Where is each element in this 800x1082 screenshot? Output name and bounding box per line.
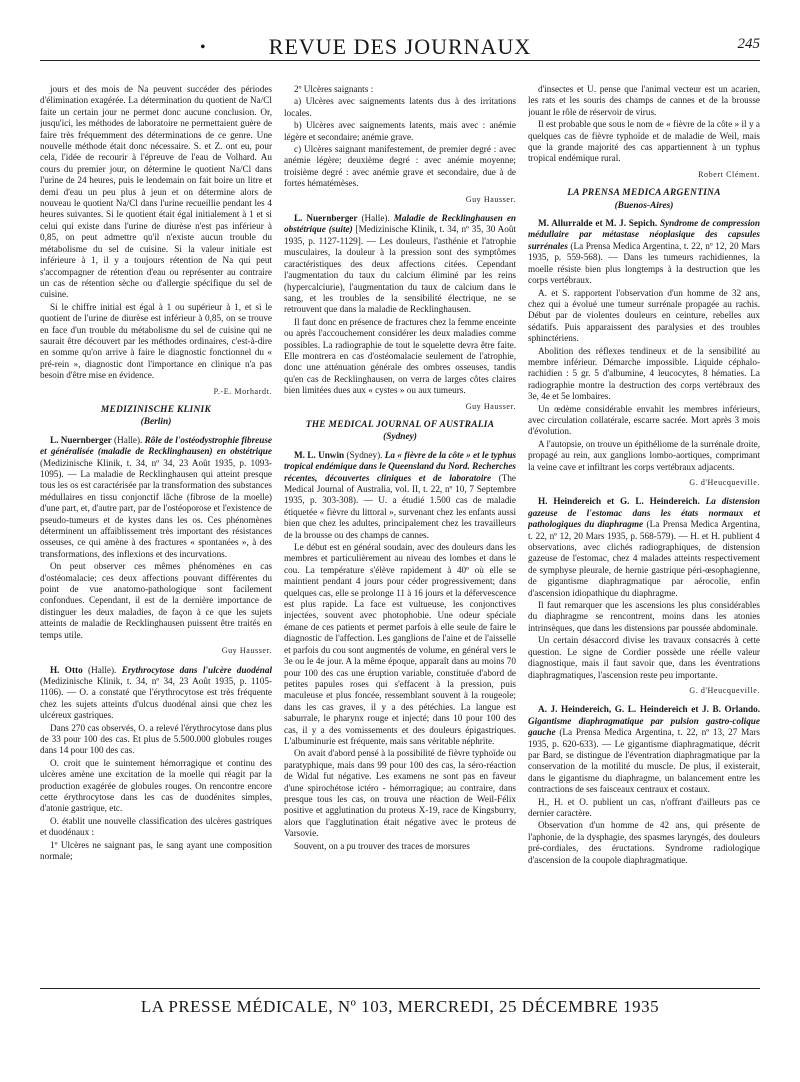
entry-author: L. Nuernberger [294,213,358,224]
page-footer [40,988,760,1016]
paragraph: Il est probable que sous le nom de « fièvre de la côte » il y a quelques cas de fièvre typhoïde et de maladie de Weil, mais que la grande majorité des cas appartiennent à un typhus tropical endémique rural. [528,119,760,164]
running-title: REVUE DES JOURNAUX [268,34,532,59]
paragraph: Souvent, on a pu trouver des traces de morsures [294,840,470,851]
signature: G. d'Heucqueville. [689,478,760,487]
paragraph: A l'autopsie, on trouve un épithéliome de la surrénale droite, propagé au rein, aux ganglions lombo-aortiques, comprimant la veine cave et infiltrant les corps vertébraux adjacents. [528,438,760,472]
abstract-entry [40,435,272,560]
entry-author: A. J. Heindereich, G. L. Heindereich et J. B. Orlando. [538,704,760,715]
entry-title: Syndrome de compression médullaire par métastase néoplasique des capsules surrénales [528,218,760,251]
abstract-entry [528,218,760,286]
entry-author: H. Heindereich et G. L. Heindereich. [538,496,700,507]
paragraph: O. établit une nouvelle classification des ulcères gastriques et duodénaux : [40,815,272,838]
entry-city: (Halle). [82,664,122,675]
paragraph: jours et des mois de Na peuvent succéder des périodes d'élimination exagérée. La détermination du quotient de Na/Cl faite un certain jour ne permet donc aucune conclusion. Or, jusqu'ici, les méthodes de laboratoire ne permettaient guère de faire très fréquemment des déterminations de ce genre. Une nouvelle méthode était donc nécessaire. S. et Z. ont eu, pour cela, l'idée de recourir à l'épreuve de l'eau de Volhard. Au cours du premier jour, on détermine le quotient Na/Cl dans l'urine de 24 heures, puis le lendemain on fait boire un litre et demi d'eau un peu plus à jeun et on détermine alors de nouveau le quotient Na/Cl dans l'urine recueillie pendant les 4 heures suivantes. Si le quotient était égal initialement à 1 et si celui qui existe dans l'urine de diurèse n'est pas inférieur à 0,85, on peut admettre qu'il n'existe aucun trouble du métabolisme du sel de cuisine. Si la valeur initiale est inférieure à 1, il y a toujours rétention de Na qui peut s'accompagner de rétention d'eau ou représenter au contraire un cas de rétention sèche ou d'allergie spécifique du sel de cuisine. [40,84,272,300]
signature: Guy Hausser. [221,646,272,656]
paragraph: Dans 270 cas observés, O. a relevé l'érythrocytose dans plus de 33 pour 100 des cas. Et plus de 5.500.000 globules rouges dans 14 pour 100 des cas. [40,722,272,756]
journal-section-title: MEDIZINISCHE KLINIK [100,404,212,415]
entry-city: (Sydney). [344,449,385,460]
entry-text: (Medizinische Klinik, t. 34, nº 34, 23 Août 1935, p. 1105-1106). — O. a constaté que l'érythrocytose est très fréquente chez les sujets atteints d'ulcus duodénal ainsi que chez les ulcéreux gastriques. [40,675,272,721]
text-columns [40,84,760,974]
paragraph: 1º Ulcères ne saignant pas, le sang ayant une composition normale; [40,839,272,861]
entry-author: M. L. Unwin [294,449,345,460]
entry-author: M. Allurralde et M. J. Sepich. [538,218,658,229]
journal-section-city: (Buenos-Aires) [614,200,674,211]
journal-section-city: (Berlin) [140,417,172,428]
journal-section-title: LA PRENSA MEDICA ARGENTINA [567,188,721,199]
footer-publication-line: LA PRESSE MÉDICALE, Nº 103, MERCREDI, 25 DÉCEMBRE 1935 [140,997,660,1016]
entry-text: (La Prensa Medica Argentina, t. 22, nº 12, 20 Mars 1935, p. 568-579). — H. et H. publient 4 observations, avec clichés radiographiques, de distension gazeuse de l'estomac, chez 4 malades atteints respectivement de symphyse pleurale, de hernie gastrique péri-œsophagienne, de gigantisme diaphragmatique par aérocolie, enfin d'ascension idiopathique du diaphragme. [528,519,760,598]
signature: Guy Hausser. [465,194,516,204]
paragraph: 2º Ulcères saignants : [294,84,374,94]
paragraph: Abolition des réflexes tendineux et de la sensibilité au membre inférieur. Démarche impossible. Liquide céphalo-rachidien : 5 gr. 5 d'albumine, 4 leucocytes, 8 hématies. La radiographie montre la destruction des corps vertébraux des 3e, 4e et 5e lombaires. [528,345,760,402]
header-dot: • [200,39,206,56]
entry-title: Erythrocytose dans l'ulcère duodénal [121,664,272,675]
column-2 [284,84,516,974]
paragraph: c) Ulcères saignant manifestement, de premier degré : avec anémie légère; deuxième degré : avec anémie moyenne; troisième degré : avec anémie grave et secondaire, due à de fortes hématémèses. [284,144,516,189]
entry-title: Rôle de l'ostéodystrophie fibreuse et généralisée (maladie de Recklinghausen) en obstétrique [40,434,272,457]
paragraph: Il faut donc en présence de fractures chez la femme enceinte ou après l'accouchement considérer les deux maladies comme possibles. La radiographie de tout le squelette devra être faite. Elle montrera en cas d'ostéomalacie seulement de l'atrophie, donc une atténuation générale des ombres osseuses, tandis qu'en cas de Recklinghausen, on verra de larges côtes claires bien limitées dues aux « cystes » ou aux tumeurs. [284,316,516,396]
signature: P.-E. Morhardt. [213,386,272,396]
abstract-entry [284,450,516,541]
journal-section-city: (Sydney) [383,432,417,443]
paragraph: Un œdème considérable envahit les membres inférieurs, avec circulation collatérale, escarre sacrée. Mort après 3 mois d'évolution. [528,403,760,437]
abstract-entry [40,665,272,722]
paragraph: Observation d'un homme de 42 ans, qui présente de l'aphonie, de la dysphagie, des spasmes laryngés, des douleurs pré-cordiales, des éructations. Syndrome radiologique d'ascension de la coupole diaphragmatique. [528,820,760,865]
entry-title: Maladie de Recklinghausen en obstétrique (suite) [284,213,516,235]
page-number: 245 [737,36,760,52]
paragraph: On avait d'abord pensé à la possibilité de fièvre typhoïde ou paratyphique, mais dans 99 pour 100 des cas, la séro-réaction de Widal fut négative. Les examens ne sont pas en faveur d'une spirochétose ictéro - hémorragique; au contraire, dans presque tous les cas, on trouva une réaction de Weil-Félix positive et agglutination du proteus X-19, race de Kingsburry, alors que l'agglutination était négative avec le proteus de Varsovie. [284,748,516,839]
entry-text: (The Medical Journal of Australia, vol. II, t. 22, nº 10, 7 Septembre 1935, p. 303-308). — U. a étudié 1.500 cas de maladie étiquetée « fièvre du littoral », survenant chez les enfants aussi bien que chez les adultes, principalement chez les travailleurs de la brousse ou des champs de cannes. [284,472,516,540]
abstract-entry [528,704,760,795]
paragraph: b) Ulcères avec saignements latents, mais avec : anémie légère et secondaire; anémie grave. [284,120,516,142]
signature: Guy Hausser. [465,401,516,411]
signature: G. d'Heucqueville. [689,685,760,695]
paragraph: Un certain désaccord divise les travaux consacrés à cette question. Le signe de Cordier possède une réelle valeur diagnostique, mais il faut savoir que, dans les éventrations diaphragmatiques, l'ascension reste peu importante. [528,635,760,680]
paragraph: O. croit que le suintement hémorragique et continu des ulcères amène une excitation de la moelle qui réagit par la production exagérée de globules rouges. On rencontre encore cette érythrocytose dans les cas de duodénites simples, d'atonie gastrique, etc. [40,757,272,814]
page-header [40,32,760,61]
paragraph: H., H. et O. publient un cas, n'offrant d'ailleurs pas ce dernier caractère. [528,796,760,818]
entry-text: [Medizinische Klinik, t. 34, nº 35, 30 Août 1935, p. 1127-1129]. — Les douleurs, l'asthénie et l'atrophie musculaires, la douleur à la pression sont des symptômes caractéristiques des deux affections citées. Cependant l'augmentation du taux du calcium éliminé par les reins (hypercalciurie), l'augmentation du taux de calcium dans le sang, et les troubles de la sensibilité électrique, ne se retrouvent que dans la maladie de Recklinghausen. [284,224,516,315]
journal-section-title: THE MEDICAL JOURNAL OF AUSTRALIA [305,419,495,430]
signature: Robert Clément. [698,169,760,179]
paragraph: Le début est en général soudain, avec des douleurs dans les membres et particulièrement au niveau des lombes et dans le cou. La température s'élève rapidement à 40º où elle se maintient pendant 4 jours pour céder progressivement; dans quelques cas, elle se prolonge 11 à 16 jours et la défervescence est plus rapide. La face est vultueuse, les conjonctives injectées, souvent avec photophobie. Une odeur spéciale émane de ces patients et permet parfois à elle seule de faire le diagnostic de l'affection. Les ganglions de l'aine et de l'aisselle et parfois du cou sont augmentés de volume, en général vers le 3e ou le 4e jour. A la même époque, apparaît dans au moins 70 pour 100 des cas une éruption variable, constituée d'abord de petites papules roses qui s'effacent à la pression, puis maculeuse et plus foncée, ressemblant souvent à la rougeole; dans les cas graves, il y a des pétéchies. La langue est saburrale, le pharynx rouge et injecté; dans 10 pour 100 des cas, il y a des vomissements et des douleurs épigastriques. L'albuminurie est fréquente, mais sans véritable néphrite. [284,542,516,746]
paragraph: Si le chiffre initial est égal à 1 ou supérieur à 1, et si le quotient de l'urine de diurèse est inférieur à 0,85, on se trouve en face d'un trouble du métabolisme du sel de cuisine qui ne saurait être découvert par les méthodes ordinaires, c'est-à-dire en somme qu'on arrive à faire le diagnostic fonctionnel du « pré-rein », diagnostic dont l'importance en clinique n'a pas besoin d'être mise en évidence. [40,301,272,381]
entry-text: (La Prensa Medica Argentina, t. 22, nº 12, 20 Mars 1935, p. 559-568). — Dans les tumeurs rachidiennes, la moelle résiste bien plus longtemps à la destruction que les corps vertébraux. [528,240,760,286]
entry-text: (Medizinische Klinik, t. 34, nº 34, 23 Août 1935, p. 1093-1095). — La maladie de Recklinghausen qui atteint presque tous les os est caractérisée par la transformation des substances médullaires en tissu conjonctif lâche (fibrose de la moelle) d'une part, et, d'autre part, par de l'ostéoporose et l'existence de pseudo-tumeurs et de kystes dans les os. Ces phénomènes déterminent un affaiblissement très important des résistances osseuses, ce qui amène à des fractures « spontanées », à des transformations, des inflexions et des incurvations. [40,457,272,559]
paragraph: d'insectes et U. pense que l'animal vecteur est un acarien, les rats et les souris des champs de cannes et de la brousse jouant le rôle de réservoir de virus. [528,84,760,117]
entry-city: (Halle). [111,434,145,445]
entry-text: (La Prensa Medica Argentina, t. 22, nº 13, 27 Mars 1935, p. 620-633). — Le gigantisme diaphragmatique, décrit par Bard, se distingue de l'éventration diaphragmatique par la conservation de la motilité du muscle. De plus, il existerait, dans le gigantisme du diaphragme, un balancement entre les contractions de ses faisceaux centraux et costaux. [528,727,760,795]
entry-author: L. Nuernberger [50,434,112,445]
paragraph: On peut observer ces mêmes phénomènes en cas d'ostéomalacie; ces deux affections pouvant différentes du point de vue anatomo-pathologique sont facilement confondues. Cependant, il est de la dernière importance de distinguer les deux maladies, de façon à ce que les sujets atteints de maladie de Recklinghausen puissent être traités en temps utile. [40,561,272,640]
paragraph: Il faut remarquer que les ascensions les plus considérables du diaphragme se rencontrent, moins dans les atonies intrinsèques, que dans les distensions par poussée abdominale. [528,600,760,633]
entry-title: Gigantisme diaphragmatique par pulsion gastro-colique gauche [528,715,760,738]
entry-city: (Halle). [357,213,394,224]
paragraph: A. et S. rapportent l'observation d'un homme de 32 ans, chez qui a évolué une tumeur surrénale propagée au rachis. Début par de violentes douleurs en ceinture, rebelles aux sédatifs. Puis apparaissent des paralysies et des troubles sphinctériens. [528,287,760,344]
column-3 [528,84,760,974]
paragraph: a) Ulcères avec saignements latents dus à des irritations locales. [284,96,516,118]
entry-author: H. Otto [50,664,83,675]
entry-title: La distension gazeuse de l'estomac dans les états normaux et pathologiques du diaphragme [528,496,760,530]
column-1 [40,84,272,974]
abstract-entry [528,496,760,599]
entry-title: La « fièvre de la côte » et le typhus tropical endémique dans le Queensland du Nord. Recherches récentes, découvertes cliniques et de laboratoire [284,449,516,483]
abstract-entry [284,213,516,316]
